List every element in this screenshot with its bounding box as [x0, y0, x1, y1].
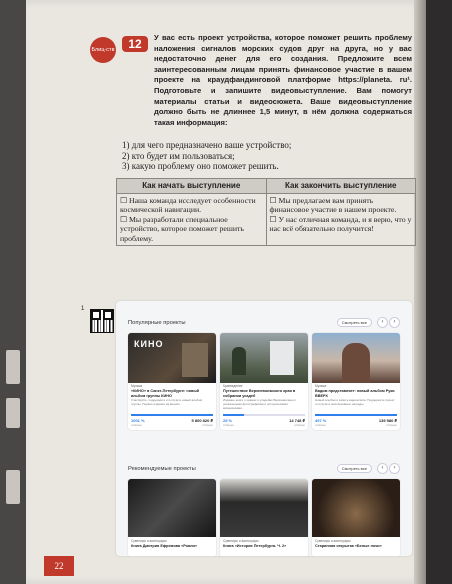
edge-mark: [6, 470, 20, 504]
project-name: Старинная открытка «Белые ночи»: [315, 544, 382, 548]
project-name: «КИНО» в Санкт-Петербурге: новый альбом группы КИНО: [131, 389, 199, 398]
progress-fill: [223, 414, 244, 416]
project-stat-labels: [312, 423, 400, 430]
project-image: [128, 479, 216, 537]
next-arrow-button[interactable]: ›: [389, 317, 400, 328]
popular-projects-title: Популярные проекты: [128, 320, 186, 326]
project-category: Сувениры и аксессуары: [315, 539, 351, 543]
project-image: [312, 479, 400, 537]
project-image: [220, 479, 308, 537]
person-icon: [342, 343, 370, 383]
prev-arrow-button[interactable]: ‹: [377, 463, 388, 474]
stat-label: собрано: [131, 422, 142, 427]
end-options: [266, 193, 416, 246]
stat-label: собрано: [315, 422, 326, 427]
start-options: [117, 193, 267, 246]
project-stat-labels: [220, 423, 308, 430]
project-name: Книга Дмитрия Ефремова «Рояли»: [131, 544, 197, 548]
qr-code-icon: [90, 309, 114, 333]
page-number: 22: [44, 556, 74, 576]
project-category: Краеведение: [223, 384, 243, 388]
task-number: 12: [122, 36, 148, 52]
project-amount: 5 800 820 ₽: [191, 417, 213, 423]
task-text: У вас есть проект устройства, которое поможет решить проблему наложения сигналов морских судов друг на друга, но у вас недостаточно денег для его создания. Предложите всем заинтересованным лицам принять финансовое участие в вашем проекте на краудфандинговой платформе https://planeta. ru¹. Подготовьте и запишите видеовыступление. Вам помогут материалы статьи и видеосюжета. Ваше видеовыступление должно быть не длиннее 1,5 минут, в нём должна содержаться такая информация:: [154, 33, 412, 127]
recommended-card[interactable]: [128, 479, 216, 556]
left-page-edge: [0, 0, 26, 584]
project-percent: 1001 %: [131, 417, 145, 423]
progress-bar: [131, 414, 213, 416]
project-card[interactable]: [220, 333, 308, 430]
project-name: Путешествие Верхневолжского края в собрании усадеб: [223, 389, 296, 398]
project-category: Сувениры и аксессуары: [131, 539, 167, 543]
platform-screenshot: [116, 301, 412, 556]
question-item: 1) для чего предназначено ваше устройство;: [122, 140, 292, 150]
project-percent: 497 %: [315, 417, 327, 423]
edge-mark: [6, 398, 20, 428]
question-item: 2) кто будет им пользоваться;: [122, 150, 235, 161]
project-image-caption: КИНО: [134, 339, 164, 349]
book-gutter: [426, 0, 452, 584]
project-image: [128, 333, 216, 383]
stat-label: собрано: [294, 422, 305, 427]
progress-fill: [315, 414, 397, 416]
next-arrow-button[interactable]: ›: [389, 463, 400, 474]
question-list: [122, 140, 412, 172]
recommended-card[interactable]: [312, 479, 400, 556]
project-card[interactable]: [128, 333, 216, 430]
project-name: Книга «История Петербурга. Ч. 2»: [223, 544, 287, 548]
project-description: Участвуйте, поддержите и получите новый альбом группы. Первое издание на виниле.: [131, 399, 203, 406]
show-all-button[interactable]: Смотреть все: [337, 318, 372, 327]
start-option[interactable]: ☐ Мы разработали специальное устройство, которое поможет решить проблему.: [120, 214, 244, 243]
project-amount: 14 748 ₽: [289, 417, 305, 423]
end-option[interactable]: ☐ У нас отличная команда, и я верю, что у нас всё обязательно получится!: [269, 214, 412, 233]
blitz-badge: Блиц-ств: [90, 37, 116, 63]
project-percent: 25 %: [223, 417, 233, 423]
show-all-button[interactable]: Смотреть все: [337, 464, 372, 473]
page-spine: [414, 0, 426, 584]
recommended-projects-title: Рекомендуемые проекты: [128, 466, 196, 472]
prev-arrow-button[interactable]: ‹: [377, 317, 388, 328]
table-header-end: Как закончить выступление: [266, 179, 416, 194]
end-option[interactable]: ☐ Мы предлагаем вам принять финансовое участие в нашем проекте.: [269, 195, 397, 214]
project-card[interactable]: [312, 333, 400, 430]
progress-bar: [315, 414, 397, 416]
project-description: Новый альбом и запись видеоклипа. Поддержите проект и получите эксклюзивные награды.: [315, 399, 395, 406]
project-name: Вадим представляет: новый альбом Руки ВВЕРХ: [315, 389, 395, 398]
project-category: Музыка: [131, 384, 143, 388]
project-image: [312, 333, 400, 383]
recommended-card[interactable]: [220, 479, 308, 556]
stat-label: собрано: [202, 422, 213, 427]
question-item: 3) какую проблему оно поможет решить.: [122, 161, 279, 171]
progress-bar: [223, 414, 305, 416]
figure-number: 1: [81, 306, 85, 312]
start-option[interactable]: ☐ Наша команда исследует особенности космической навигации.: [120, 195, 256, 214]
project-amount: 139 580 ₽: [378, 417, 397, 423]
table-header-start: Как начать выступление: [117, 179, 267, 194]
progress-fill: [131, 414, 213, 416]
photo-icon: [270, 341, 294, 375]
project-category: Сувениры и аксессуары: [223, 539, 259, 543]
project-stat-labels: [128, 423, 216, 430]
edge-mark: [6, 350, 20, 384]
project-category: Музыка: [315, 384, 327, 388]
speech-plan-table: [116, 178, 416, 246]
stat-label: собрано: [223, 422, 234, 427]
church-icon: [232, 347, 246, 375]
project-image: [220, 333, 308, 383]
album-cover-icon: [182, 343, 208, 377]
project-description: Издание книги о храмах и усадьбах Верхневолжья с уникальными фотографиями и историческими материалами.: [223, 399, 297, 410]
stat-label: собрано: [386, 422, 397, 427]
